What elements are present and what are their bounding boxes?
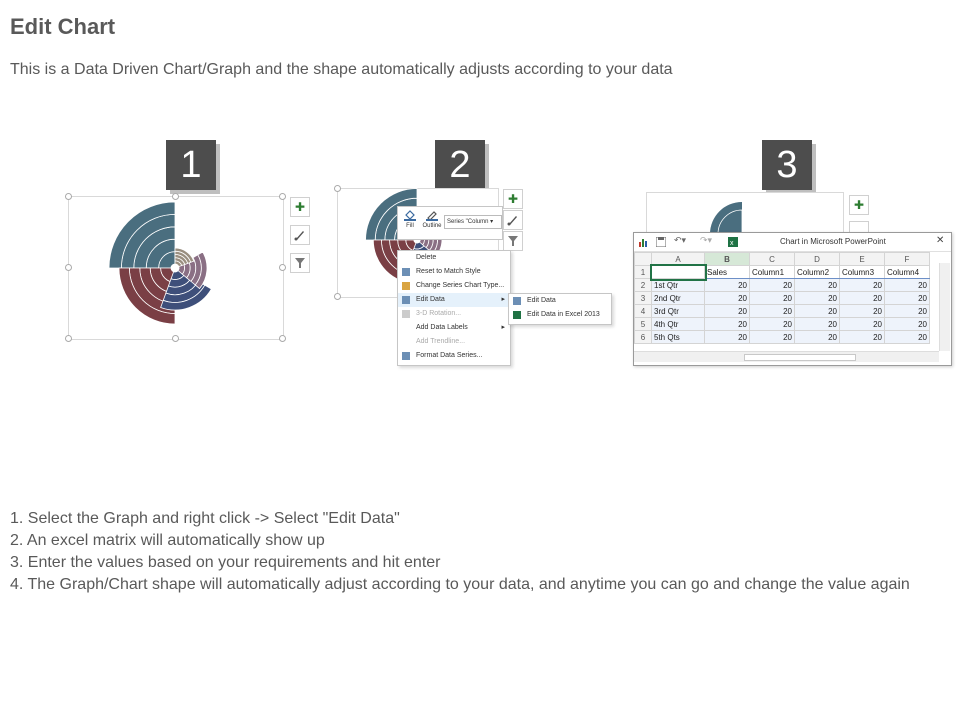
plus-icon: ✚ <box>294 200 306 214</box>
value-cell[interactable]: 20 <box>795 318 840 331</box>
rotation-icon <box>402 310 410 318</box>
context-menu-item[interactable] <box>398 265 510 279</box>
plus-icon: ✚ <box>507 192 519 206</box>
svg-text:x: x <box>730 240 734 247</box>
brush-icon <box>504 211 522 229</box>
column-header[interactable]: A <box>652 253 705 266</box>
table-icon <box>513 297 521 305</box>
excel-grid <box>634 252 930 344</box>
value-cell[interactable]: 20 <box>705 305 750 318</box>
chevron-right-icon: ▸ <box>501 296 505 303</box>
plus-icon: ✚ <box>853 198 865 212</box>
header-cell[interactable]: Column2 <box>795 266 840 279</box>
context-menu-item-label: Format Data Series... <box>416 352 483 359</box>
vertical-scrollbar[interactable] <box>939 263 950 351</box>
resize-handle[interactable] <box>172 335 179 342</box>
value-cell[interactable]: 20 <box>885 305 930 318</box>
value-cell[interactable]: 20 <box>885 292 930 305</box>
chart-elements-button[interactable] <box>503 189 523 209</box>
context-menu-item-label: 3-D Rotation... <box>416 310 462 317</box>
resize-handle[interactable] <box>334 185 341 192</box>
category-cell[interactable]: 3rd Qtr <box>652 305 705 318</box>
chart-elements-button[interactable] <box>849 195 869 215</box>
excel-icon[interactable] <box>728 237 738 247</box>
excel-title-bar <box>634 233 951 252</box>
context-menu-item-label: Delete <box>416 254 437 261</box>
chart-styles-button[interactable] <box>503 210 523 230</box>
chart-filters-button[interactable] <box>503 231 523 251</box>
column-header[interactable]: F <box>885 253 930 266</box>
step-badge-1: 1 <box>166 140 216 190</box>
horizontal-scrollbar[interactable] <box>634 351 939 362</box>
header-cell[interactable]: Sales <box>705 266 750 279</box>
chevron-down-icon: ▾ <box>490 219 494 225</box>
row-header[interactable]: 3 <box>635 292 652 305</box>
category-cell[interactable]: 4th Qtr <box>652 318 705 331</box>
context-menu-item-label: Reset to Match Style <box>416 268 481 275</box>
table-row <box>635 305 930 318</box>
series-selector[interactable] <box>444 215 502 229</box>
context-menu <box>397 250 511 366</box>
edit-data-icon <box>402 296 410 304</box>
instruction-step-2: 2. An excel matrix will automatically show up <box>10 532 325 549</box>
brush-icon <box>291 226 309 244</box>
undo-icon[interactable]: ↶▾ <box>674 235 687 245</box>
resize-handle[interactable] <box>279 264 286 271</box>
submenu-item[interactable] <box>509 294 611 308</box>
fill-button[interactable] <box>402 209 418 229</box>
chart-filters-button[interactable] <box>290 253 310 273</box>
value-cell[interactable]: 20 <box>795 279 840 292</box>
header-cell[interactable]: Column3 <box>840 266 885 279</box>
edit-data-submenu <box>508 293 612 325</box>
instruction-step-3: 3. Enter the values based on your requirements and hit enter <box>10 554 441 571</box>
context-menu-item-label: Add Trendline... <box>416 338 466 345</box>
resize-handle[interactable] <box>65 193 72 200</box>
value-cell[interactable]: 20 <box>795 292 840 305</box>
value-cell[interactable]: 20 <box>705 292 750 305</box>
value-cell[interactable]: 20 <box>705 331 750 344</box>
value-cell[interactable]: 20 <box>750 292 795 305</box>
value-cell[interactable]: 20 <box>750 318 795 331</box>
polar-center <box>171 264 179 272</box>
instructions <box>10 508 940 596</box>
instruction-step-1: 1. Select the Graph and right click -> Select "Edit Data" <box>10 510 400 527</box>
scrollbar-thumb[interactable] <box>744 354 856 361</box>
submenu-item[interactable] <box>509 308 611 322</box>
row-header[interactable]: 5 <box>635 318 652 331</box>
context-menu-item[interactable] <box>398 251 510 265</box>
context-menu-item <box>398 335 510 349</box>
table-row <box>635 318 930 331</box>
row-header[interactable]: 2 <box>635 279 652 292</box>
header-cell[interactable]: Column1 <box>750 266 795 279</box>
page-title: Edit Chart <box>10 14 116 39</box>
chart-type-icon <box>402 282 410 290</box>
redo-icon[interactable]: ↷▾ <box>700 235 713 245</box>
fill-label: Fill <box>406 223 414 229</box>
value-cell[interactable]: 20 <box>885 279 930 292</box>
header-cell[interactable] <box>652 266 705 279</box>
resize-handle[interactable] <box>279 193 286 200</box>
filter-icon <box>291 254 309 272</box>
corner-cell[interactable] <box>635 253 652 266</box>
value-cell[interactable]: 20 <box>750 305 795 318</box>
format-icon <box>402 352 410 360</box>
save-icon[interactable] <box>656 237 666 247</box>
column-header[interactable]: D <box>795 253 840 266</box>
format-mini-toolbar <box>397 206 503 240</box>
row-header[interactable]: 6 <box>635 331 652 344</box>
context-menu-item[interactable] <box>398 321 510 335</box>
category-cell[interactable]: 1st Qtr <box>652 279 705 292</box>
submenu-item-label: Edit Data in Excel 2013 <box>527 311 600 318</box>
column-header[interactable]: C <box>750 253 795 266</box>
value-cell[interactable]: 20 <box>840 292 885 305</box>
context-menu-item <box>398 307 510 321</box>
column-header[interactable]: E <box>840 253 885 266</box>
header-cell[interactable]: Column4 <box>885 266 930 279</box>
reset-icon <box>402 268 410 276</box>
value-cell[interactable]: 20 <box>840 305 885 318</box>
context-menu-item-label: Add Data Labels <box>416 324 468 331</box>
close-icon[interactable]: ✕ <box>936 235 945 246</box>
step-badge-3: 3 <box>762 140 812 190</box>
value-cell[interactable]: 20 <box>840 279 885 292</box>
value-cell[interactable]: 20 <box>705 279 750 292</box>
context-menu-item[interactable] <box>398 349 510 363</box>
resize-handle[interactable] <box>65 264 72 271</box>
value-cell[interactable]: 20 <box>840 331 885 344</box>
resize-handle[interactable] <box>279 335 286 342</box>
context-menu-item[interactable] <box>398 279 510 293</box>
filter-icon <box>504 232 522 250</box>
context-menu-item-label: Edit Data <box>416 296 445 303</box>
outline-label: Outline <box>422 223 442 229</box>
context-menu-item[interactable] <box>398 293 510 307</box>
row-header[interactable]: 1 <box>635 266 652 279</box>
value-cell[interactable]: 20 <box>750 279 795 292</box>
chart-styles-button[interactable] <box>290 225 310 245</box>
category-cell[interactable]: 2nd Qtr <box>652 292 705 305</box>
pen-icon <box>425 209 439 221</box>
step-badge-2: 2 <box>435 140 485 190</box>
polar-chart-3 <box>680 194 750 234</box>
excel-window-title: Chart in Microsoft PowerPoint <box>780 237 886 246</box>
value-cell[interactable]: 20 <box>885 331 930 344</box>
submenu-item-label: Edit Data <box>527 297 556 304</box>
polar-chart-1[interactable] <box>100 196 240 326</box>
excel-icon <box>513 311 521 319</box>
value-cell[interactable]: 20 <box>750 331 795 344</box>
value-cell[interactable]: 20 <box>885 318 930 331</box>
chart-styles-button[interactable] <box>849 221 869 232</box>
outline-button[interactable] <box>422 209 442 229</box>
category-cell[interactable]: 5th Qts <box>652 331 705 344</box>
paint-bucket-icon <box>403 209 417 221</box>
value-cell[interactable]: 20 <box>705 318 750 331</box>
value-cell[interactable]: 20 <box>840 318 885 331</box>
value-cell[interactable]: 20 <box>795 331 840 344</box>
series-selector-value: Series "Column <box>447 219 489 225</box>
table-row <box>635 331 930 344</box>
resize-handle[interactable] <box>65 335 72 342</box>
table-row <box>635 292 930 305</box>
row-header[interactable]: 4 <box>635 305 652 318</box>
instruction-step-4: 4. The Graph/Chart shape will automatically adjust according to your data, and anytime you can go and change the value again <box>10 576 910 593</box>
context-menu-item-label: Change Series Chart Type... <box>416 282 505 289</box>
table-row <box>635 279 930 292</box>
chevron-right-icon: ▸ <box>501 324 505 331</box>
page-subtitle: This is a Data Driven Chart/Graph and the shape automatically adjusts according to your data <box>10 61 673 78</box>
chart-icon <box>639 237 649 247</box>
excel-window <box>633 232 952 366</box>
chart-elements-button[interactable] <box>290 197 310 217</box>
column-header[interactable]: B <box>705 253 750 266</box>
resize-handle[interactable] <box>334 293 341 300</box>
value-cell[interactable]: 20 <box>795 305 840 318</box>
